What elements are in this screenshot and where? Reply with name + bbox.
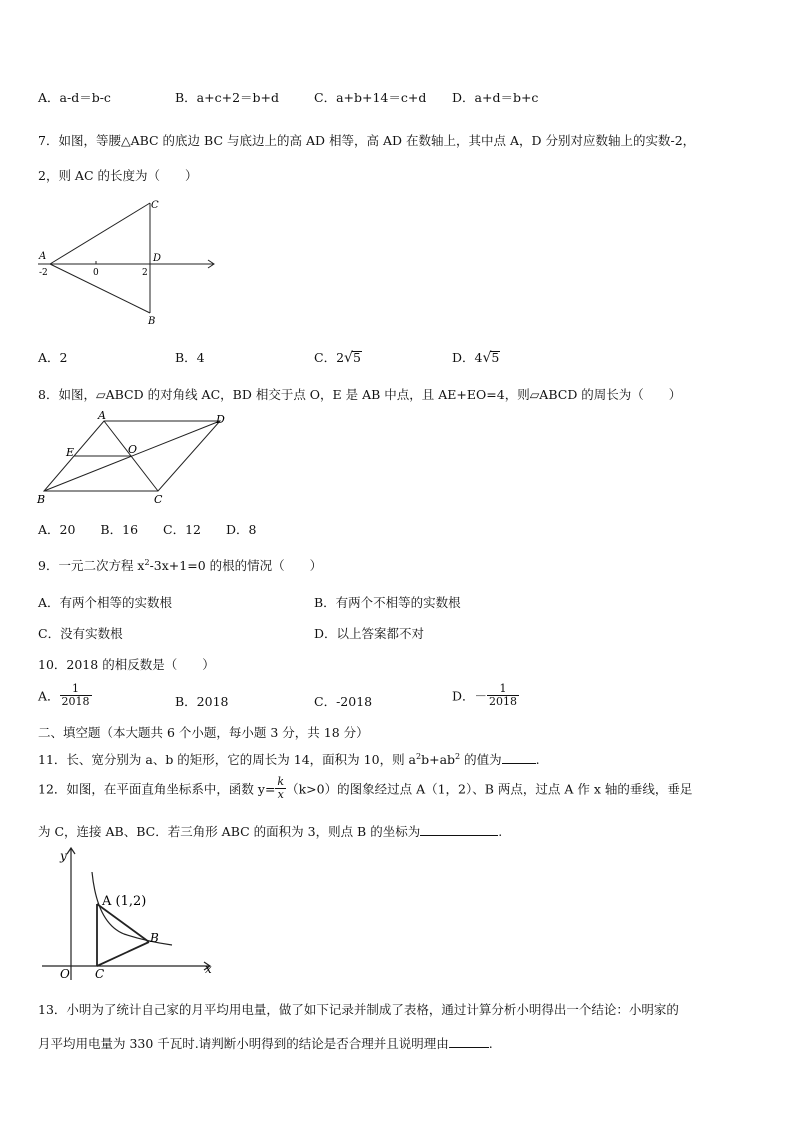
q8-figure [36,410,231,510]
q10-option-d: D．－ $\frac{1}{2018}$ [452,682,518,709]
label-x: x [205,962,212,976]
q7-stem-line1: 7．如图，等腰△ABC 的底边 BC 与底边上的高 AD 相等，高 AD 在数轴上，其中点 A，D 分别对应数轴上的实数-2， [38,133,696,148]
q9-option-d: D．以上答案都不对 [314,626,425,641]
label-a: A [98,410,106,422]
label-d: D [153,253,162,264]
q10-option-a: A． $\frac{1}{2018}$ [38,682,90,709]
q9-option-a: A．有两个相等的实数根 [38,595,173,610]
q7-stem-line2: 2，则 AC 的长度为（ ） [38,168,198,183]
section-heading: 二、填空题（本大题共 6 个小题，每小题 3 分，共 18 分） [38,725,369,740]
q7-option-d: D．4√5 [452,350,500,366]
q13-stem-line1: 13．小明为了统计自己家的月平均用电量，做了如下记录并制成了表格，通过计算分析小明得出一个结论：小明家的 [38,1002,679,1017]
q6-option-b: B．a+c+2＝b+d [175,90,280,105]
q13-answer-blank [449,1047,489,1048]
q7-figure [36,195,226,330]
q13-stem-line2: 月平均用电量为 330 千瓦时.请判断小明得到的结论是否合理并且说明理由 . [38,1036,493,1051]
q12-answer-blank [420,835,498,836]
q11-answer-blank [502,763,536,764]
q12-stem-line2: 为 C，连接 AB、BC．若三角形 ABC 的面积为 3，则点 B 的坐标为 . [38,824,503,839]
label-a: A (1,2) [102,894,147,909]
q6-option-d: D．a+d＝b+c [452,90,539,105]
q6-option-a: A．a-d＝b-c [38,90,111,105]
label-d: D [216,413,225,426]
q6-option-c: C．a+b+14＝c+d [314,90,427,105]
label-e: E [66,446,75,459]
q10-option-b: B．2018 [175,694,229,709]
segment-ac [50,203,150,264]
q10-stem: 10．2018 的相反数是（ ） [38,657,215,672]
label-c: C [154,493,163,506]
segment-ab [97,904,149,942]
label-c: C [95,967,105,981]
label-y: y [60,849,67,863]
q10-option-c: C．-2018 [314,694,373,709]
q9-option-b: B．有两个不相等的实数根 [314,595,461,610]
label-b: B [150,931,159,945]
q7-option-c: C．2√5 [314,350,361,366]
q8-options: A．20 B．16 C．12 D．8 [38,522,257,537]
label-b: B [148,316,156,327]
q12-stem-line1: 12．如图，在平面直角坐标系中，函数 y= $\frac{k}{x}$ （k>0）的图象经过点 A（1，2）、B 两点，过点 A 作 x 轴的垂线，垂足 [38,775,693,802]
q9-option-c: C．没有实数根 [38,626,123,641]
q7-option-a: A．2 [38,350,68,365]
label-o: O [128,443,138,456]
q9-stem: 9．一元二次方程 $x^2-3x+1=0$ 的根的情况（ ） [38,557,323,573]
segment-bc [97,942,149,966]
q11-stem: 11．长、宽分别为 a、b 的矩形，它的周长为 14，面积为 10，则 $a^2b+ab^2$ 的值为 . [38,751,540,767]
label-c: C [151,200,159,211]
q12-figure [38,842,223,982]
label-a: A [39,251,47,262]
label-o: O [60,967,70,981]
q7-option-b: B．4 [175,350,205,365]
q8-stem: 8．如图，▱ABCD 的对角线 AC，BD 相交于点 O，E 是 AB 中点，且 AE+EO=4，则▱ABCD 的周长为（ ） [38,387,682,402]
tick-label-0: 0 [93,268,99,278]
label-b: B [37,493,46,506]
tick-label-neg2: -2 [39,268,48,278]
segment-ab [50,264,150,313]
tick-label-2: 2 [142,268,148,278]
